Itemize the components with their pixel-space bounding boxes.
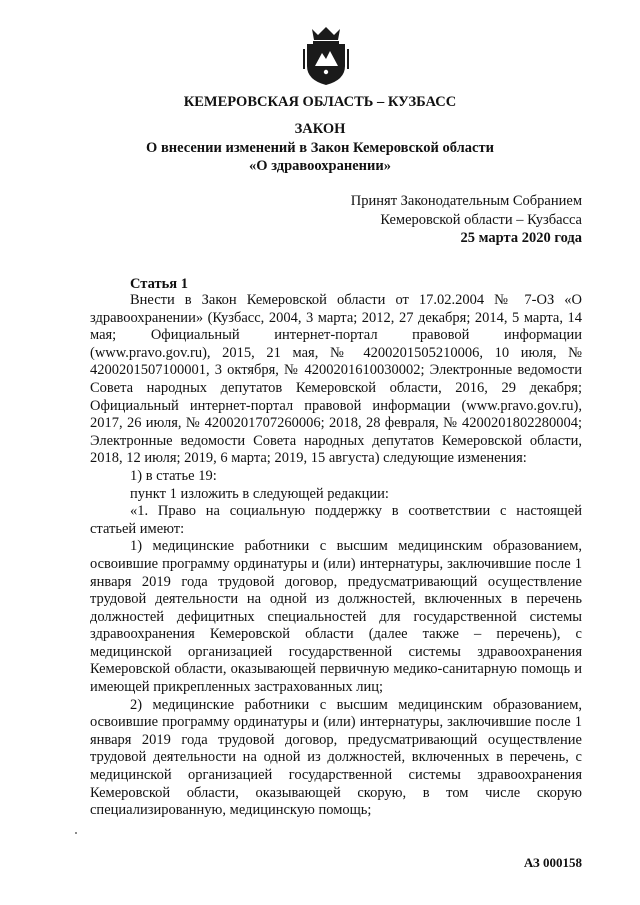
item-1: 1) в статье 19: bbox=[130, 467, 217, 484]
subpoint-2: 2) медицинские работники с высшим медицинским образованием, освоившие программу ординатуры и (или) интернатуры, заключившие после 1 января 2019 года трудовой договор, предусматривающий осуществление трудовой деятельности на одной из должностей, включенных в перечень, с медицинской организацией государственной системы здравоохранения Кемеровской области, оказывающей скорую, в том числе скорую специализированную, медицинскую помощь; bbox=[90, 696, 582, 819]
form-serial-code: АЗ 000158 bbox=[523, 855, 582, 870]
document-type: ЗАКОН bbox=[294, 121, 346, 137]
item-1-instruction: пункт 1 изложить в следующей редакции: bbox=[130, 485, 389, 502]
article-body bbox=[90, 292, 582, 820]
law-subject-line-2: «О здравоохранении» bbox=[249, 158, 391, 174]
adoption-line-2: Кемеровской области – Кузбасса bbox=[380, 211, 582, 228]
article-intro-paragraph: Внести в Закон Кемеровской области от 17.02.2004 № 7-ОЗ «О здравоохранении» (Кузбасс, 2004, 3 марта; 2012, 27 декабря; 2014, 5 марта, 14 мая; Официальный интернет-портал правовой информации (www.pravo.gov.ru), 2015, 21 мая, № 4200201505210006, 10 июля, № 4200201507100001, 3 октября, № 4200201610030002; Электронные ведомости Совета народных депутатов Кемеровской области, 2016, 29 декабря; Официальный интернет-портал правовой информации (www.pravo.gov.ru), 2017, 26 июля, № 4200201707260006; 2018, 28 февраля, № 4200201802280004; Электронные ведомости Совета народных депутатов Кемеровской области, 2018, 12 июля; 2019, 6 марта; 2019, 15 августа) следующие изменения: bbox=[90, 292, 582, 467]
adoption-date: 25 марта 2020 года bbox=[460, 230, 582, 246]
scan-speck bbox=[75, 832, 77, 834]
region-heading: КЕМЕРОВСКАЯ ОБЛАСТЬ – КУЗБАСС bbox=[183, 94, 457, 110]
coat-of-arms-emblem bbox=[300, 26, 352, 86]
subpoint-1: 1) медицинские работники с высшим медицинским образованием, освоившие программу ординатуры и (или) интернатуры, заключившие после 1 января 2019 года трудовой договор, предусматривающий осуществление трудовой деятельности на одной из должностей, включенных в перечень должностей дефицитных специальностей для государственной системы здравоохранения Кемеровской области (далее также – перечень), с медицинской организацией государственной системы здравоохранения Кемеровской области, оказывающей первичную медико-санитарную помощь и имеющей прикрепленных застрахованных лиц; bbox=[90, 538, 582, 696]
adoption-block bbox=[351, 192, 582, 248]
quoted-point-1: «1. Право на социальную поддержку в соответствии с настоящей статьей имеют: bbox=[90, 503, 582, 537]
article-title: Статья 1 bbox=[130, 276, 188, 292]
law-subject-line-1: О внесении изменений в Закон Кемеровской области bbox=[146, 140, 494, 156]
adoption-line-1: Принят Законодательным Собранием bbox=[350, 193, 582, 209]
